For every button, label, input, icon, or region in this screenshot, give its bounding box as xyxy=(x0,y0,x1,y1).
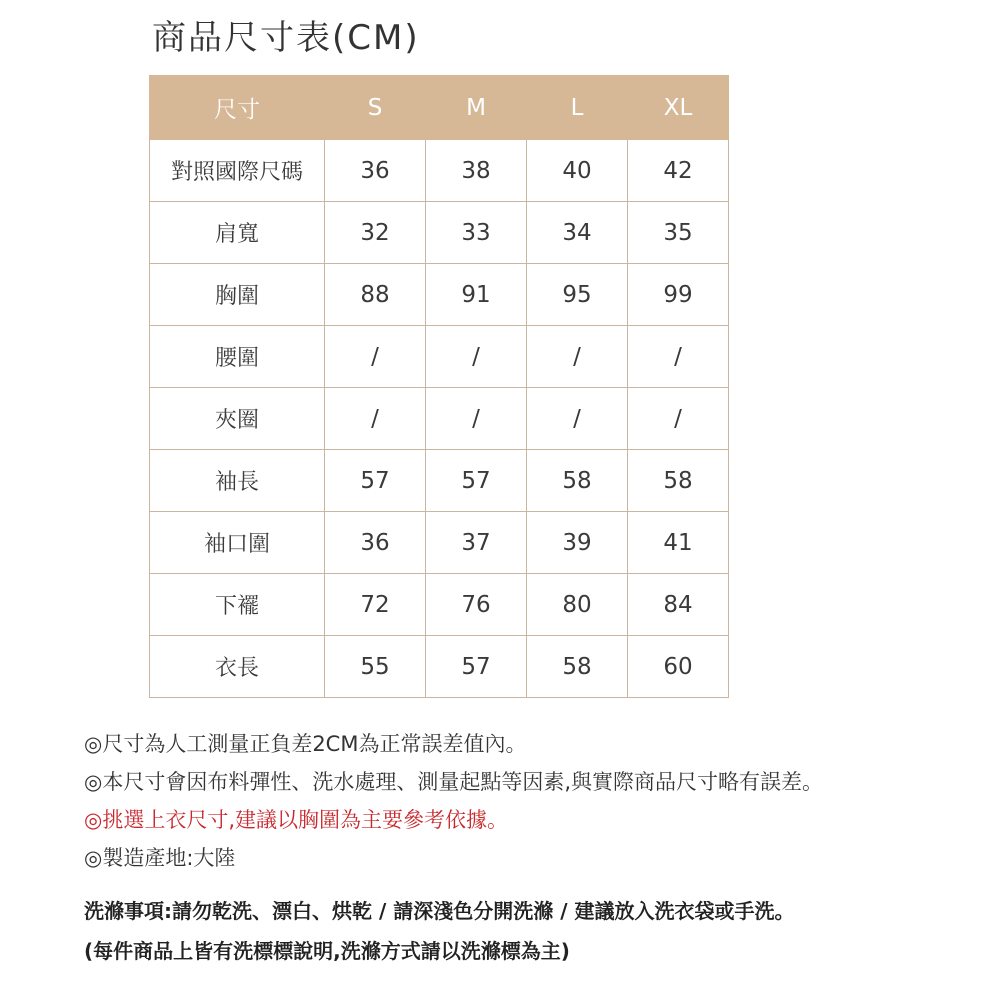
table-cell: / xyxy=(628,388,729,450)
table-row xyxy=(150,512,729,574)
table-cell: 32 xyxy=(325,202,426,264)
table-cell: 57 xyxy=(426,636,527,698)
table-cell: 57 xyxy=(426,450,527,512)
table-row xyxy=(150,326,729,388)
table-row xyxy=(150,202,729,264)
page-title: 商品尺寸表(CM) xyxy=(152,18,420,58)
table-cell: 55 xyxy=(325,636,426,698)
table-cell: 33 xyxy=(426,202,527,264)
table-row xyxy=(150,140,729,202)
row-label: 腰圍 xyxy=(150,326,325,388)
table-cell: 36 xyxy=(325,512,426,574)
table-cell: 91 xyxy=(426,264,527,326)
size-header-row xyxy=(150,76,729,140)
table-cell: 35 xyxy=(628,202,729,264)
table-cell: 72 xyxy=(325,574,426,636)
care-instructions xyxy=(84,891,984,971)
table-row xyxy=(150,264,729,326)
table-cell: 84 xyxy=(628,574,729,636)
note-fit-advice: ◎挑選上衣尺寸,建議以胸圍為主要參考依據。 xyxy=(84,808,508,832)
header-cell-xl: XL xyxy=(628,76,729,140)
table-row xyxy=(150,388,729,450)
note-measurement-tolerance: ◎尺寸為人工測量正負差2CM為正常誤差值內。 xyxy=(84,732,527,756)
row-label: 肩寬 xyxy=(150,202,325,264)
table-cell: 58 xyxy=(628,450,729,512)
table-cell: 80 xyxy=(527,574,628,636)
table-cell: 36 xyxy=(325,140,426,202)
table-cell: 37 xyxy=(426,512,527,574)
note-origin: ◎製造產地:大陸 xyxy=(84,846,236,870)
table-cell: 58 xyxy=(527,636,628,698)
table-cell: 40 xyxy=(527,140,628,202)
row-label: 下襬 xyxy=(150,574,325,636)
table-row xyxy=(150,574,729,636)
header-cell-m: M xyxy=(426,76,527,140)
care-line-2: (每件商品上皆有洗標標說明,洗滌方式請以洗滌標為主) xyxy=(84,939,570,963)
table-row xyxy=(150,450,729,512)
care-line-1: 洗滌事項:請勿乾洗、漂白、烘乾 / 請深淺色分開洗滌 / 建議放入洗衣袋或手洗。 xyxy=(84,899,795,923)
table-cell: 57 xyxy=(325,450,426,512)
table-cell: 88 xyxy=(325,264,426,326)
table-cell: / xyxy=(426,388,527,450)
header-cell-size: 尺寸 xyxy=(150,76,325,140)
table-cell: 95 xyxy=(527,264,628,326)
table-cell: 41 xyxy=(628,512,729,574)
table-cell: 60 xyxy=(628,636,729,698)
row-label: 對照國際尺碼 xyxy=(150,140,325,202)
table-cell: 39 xyxy=(527,512,628,574)
size-chart-table xyxy=(149,75,729,698)
table-cell: / xyxy=(527,388,628,450)
table-cell: 38 xyxy=(426,140,527,202)
table-cell: 42 xyxy=(628,140,729,202)
table-cell: / xyxy=(527,326,628,388)
row-label: 胸圍 xyxy=(150,264,325,326)
row-label: 衣長 xyxy=(150,636,325,698)
table-cell: 34 xyxy=(527,202,628,264)
table-row xyxy=(150,636,729,698)
note-fabric-variance: ◎本尺寸會因布料彈性、洗水處理、測量起點等因素,與實際商品尺寸略有誤差。 xyxy=(84,770,823,794)
header-cell-l: L xyxy=(527,76,628,140)
table-cell: 76 xyxy=(426,574,527,636)
table-cell: 99 xyxy=(628,264,729,326)
table-cell: / xyxy=(426,326,527,388)
table-cell: / xyxy=(628,326,729,388)
row-label: 夾圈 xyxy=(150,388,325,450)
row-label: 袖長 xyxy=(150,450,325,512)
size-notes xyxy=(84,725,984,877)
row-label: 袖口圍 xyxy=(150,512,325,574)
table-cell: 58 xyxy=(527,450,628,512)
table-cell: / xyxy=(325,388,426,450)
table-cell: / xyxy=(325,326,426,388)
header-cell-s: S xyxy=(325,76,426,140)
